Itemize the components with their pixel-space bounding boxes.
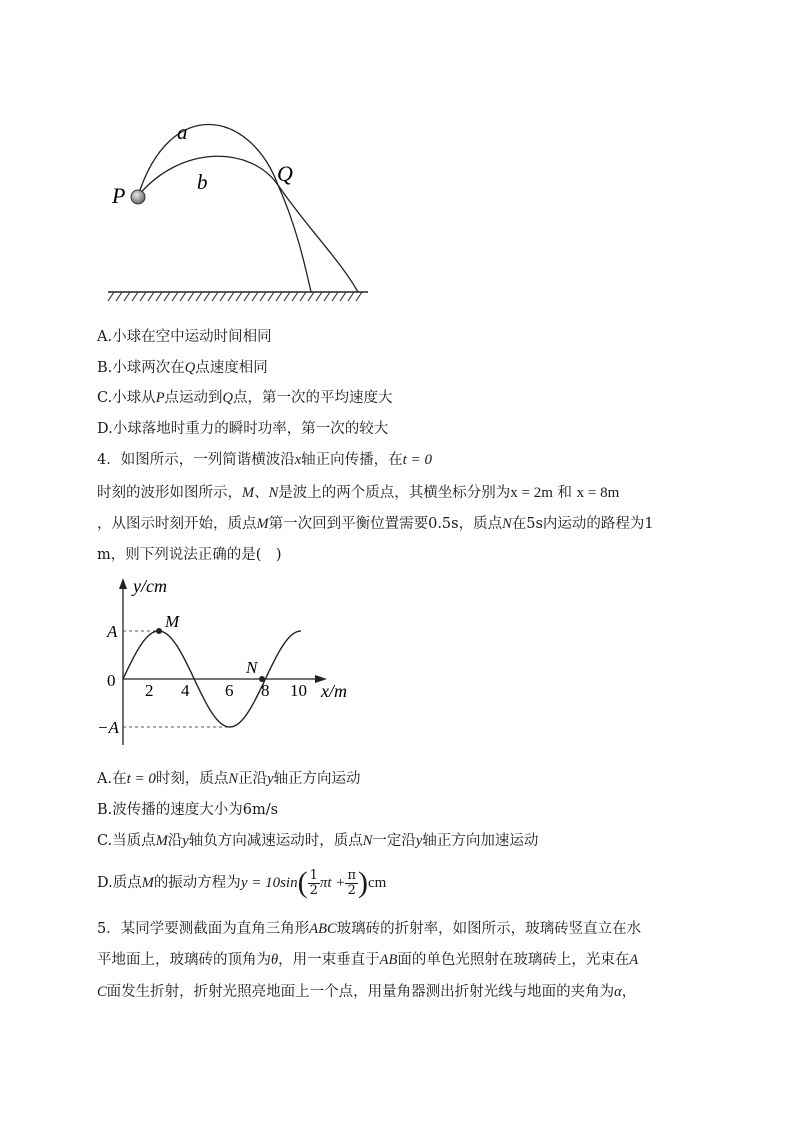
label-b: b xyxy=(197,170,208,194)
y-axis-arrow xyxy=(119,578,127,589)
q4-option-a: A.在t = 0时刻，质点N正沿y轴正方向运动 xyxy=(97,771,361,787)
fraction-pi-half: $\frac{\pi}{2}$ xyxy=(347,867,356,898)
wave-graph xyxy=(95,575,365,750)
trajectory-b xyxy=(138,156,358,292)
label-N: N xyxy=(246,658,258,677)
tick-8: 8 xyxy=(261,681,270,700)
q4-option-d: D.质点M的振动方程为y = 10sin( $\frac{1}{2}$ πt + $\frac{\pi}{2}$ )cm xyxy=(97,866,387,899)
q3-option-d: D.小球落地时重力的瞬时功率，第一次的较大 xyxy=(97,421,389,437)
q4-stem-line4: m，则下列说法正确的是( ) xyxy=(97,547,282,563)
tick-10: 10 xyxy=(290,681,307,700)
label-P: P xyxy=(112,183,126,208)
q5-stem-line2: 平地面上，玻璃砖的顶角为θ，用一束垂直于AB面的单色光照射在玻璃砖上，光束在A xyxy=(97,952,639,968)
point-M xyxy=(156,628,162,634)
q4-stem-line3: ，从图示时刻开始，质点M第一次回到平衡位置需要0.5s，质点N在5s内运动的路程为1 xyxy=(97,516,654,532)
x-axis-label: x/m xyxy=(321,681,347,701)
projectile-figure xyxy=(100,115,380,310)
label-Q: Q xyxy=(277,161,293,186)
q3-option-b: B.小球两次在Q点速度相同 xyxy=(97,360,268,376)
label-a: a xyxy=(177,120,188,144)
q3-option-c: C.小球从P点运动到Q点，第一次的平均速度大 xyxy=(97,390,393,406)
label-negA: −A xyxy=(97,718,119,737)
ball xyxy=(131,190,145,204)
fraction-half: $\frac{1}{2}$ xyxy=(309,867,318,898)
y-axis-label: y/cm xyxy=(133,576,167,596)
q4-option-c: C.当质点M沿y轴负方向减速运动时，质点N一定沿y轴正方向加速运动 xyxy=(97,833,539,849)
q5-stem-line3: C面发生折射，折射光照亮地面上一个点，用量角器测出折射光线与地面的夹角为α， xyxy=(97,984,637,1000)
q4-option-b: B.波传播的速度大小为6m/s xyxy=(97,802,279,818)
ground-hatching xyxy=(108,292,362,301)
label-M: M xyxy=(165,612,180,631)
q3-option-a: A.小球在空中运动时间相同 xyxy=(97,329,272,345)
tick-6: 6 xyxy=(225,681,234,700)
q4-stem-line1: 4．如图所示，一列简谐横波沿x轴正向传播，在t = 0 xyxy=(97,452,432,468)
tick-2: 2 xyxy=(145,681,154,700)
label-A: A xyxy=(107,622,118,641)
trajectory-a xyxy=(138,124,311,292)
tick-4: 4 xyxy=(181,681,190,700)
origin-label: 0 xyxy=(107,671,116,690)
q4-stem-line2: 时刻的波形如图所示，M、N是波上的两个质点，其横坐标分别为x = 2m 和 x = 8m xyxy=(97,485,620,501)
q5-stem-line1: 5．某同学要测截面为直角三角形ABC玻璃砖的折射率，如图所示，玻璃砖竖直立在水 xyxy=(97,921,642,937)
